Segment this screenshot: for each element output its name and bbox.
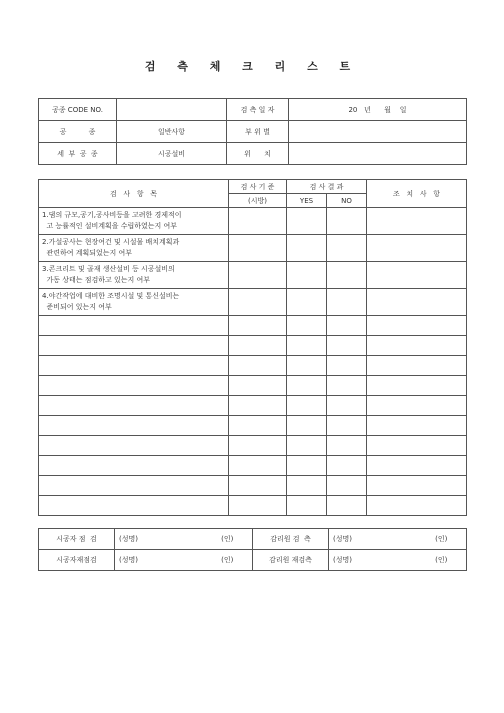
sig-seal: (인) xyxy=(417,529,467,550)
page-title: 검 측 체 크 리 스 트 xyxy=(144,60,360,73)
table-row xyxy=(39,356,467,376)
sig-seal: (인) xyxy=(417,550,467,571)
table-row xyxy=(39,396,467,416)
sig-name-field[interactable]: (성명) xyxy=(329,529,417,550)
sig-name-field[interactable]: (성명) xyxy=(329,550,417,571)
checklist-table xyxy=(38,179,467,516)
sub-value[interactable]: 시공설비 xyxy=(117,143,227,165)
col-action: 조 치 사 항 xyxy=(367,180,467,208)
table-row xyxy=(39,476,467,496)
col-standard: 검 사 기 준 xyxy=(229,180,287,194)
col-yes: YES xyxy=(287,194,327,208)
sig-label-contractor-recheck: 시공자재점검 xyxy=(39,550,115,571)
col-item: 검 사 항 목 xyxy=(39,180,229,208)
date-value[interactable]: 20 년 월 일 xyxy=(289,99,467,121)
loc-label: 위 치 xyxy=(227,143,289,165)
header-table xyxy=(38,98,467,165)
work-label: 공 종 xyxy=(39,121,117,143)
code-value[interactable] xyxy=(117,99,227,121)
sig-label-supervisor-inspect: 감리원 검 측 xyxy=(253,529,329,550)
sig-seal: (인) xyxy=(203,529,253,550)
sub-label: 세 부 공 종 xyxy=(39,143,117,165)
work-value[interactable]: 일반사항 xyxy=(117,121,227,143)
table-row xyxy=(39,336,467,356)
table-row xyxy=(39,376,467,396)
date-label: 검 측 일 자 xyxy=(227,99,289,121)
col-no: NO xyxy=(327,194,367,208)
checklist-item-2: 2.가설공사는 현장여건 및 시설물 배치계획과 관련하여 계획되었는지 여부 xyxy=(39,235,229,262)
code-label: 공종 CODE NO. xyxy=(39,99,117,121)
sig-name-field[interactable]: (성명) xyxy=(115,550,203,571)
sig-seal: (인) xyxy=(203,550,253,571)
part-value[interactable] xyxy=(289,121,467,143)
table-row xyxy=(39,436,467,456)
checklist-item-3: 3.콘크리트 및 골재 생산설비 등 시공설비의 가동 상태는 점검하고 있는지 여부 xyxy=(39,262,229,289)
col-result: 검 사 결 과 xyxy=(287,180,367,194)
table-row xyxy=(39,456,467,476)
table-row xyxy=(39,496,467,516)
loc-value[interactable] xyxy=(289,143,467,165)
sig-label-supervisor-reinspect: 감리원 재검측 xyxy=(253,550,329,571)
checklist-item-1: 1.댐의 규모,공기,공사비등을 고려한 경제적이 고 능률적인 설비계획을 수립하였는지 여부 xyxy=(39,208,229,235)
table-row xyxy=(39,316,467,336)
sig-name-field[interactable]: (성명) xyxy=(115,529,203,550)
table-row xyxy=(39,416,467,436)
checklist-item-4: 4.야간작업에 대비한 조명시설 및 통신설비는 준비되어 있는지 여부 xyxy=(39,289,229,316)
col-standard-sub: (시방) xyxy=(229,194,287,208)
sig-label-contractor-check: 시공자 점 검 xyxy=(39,529,115,550)
part-label: 부 위 별 xyxy=(227,121,289,143)
signature-table xyxy=(38,528,467,571)
